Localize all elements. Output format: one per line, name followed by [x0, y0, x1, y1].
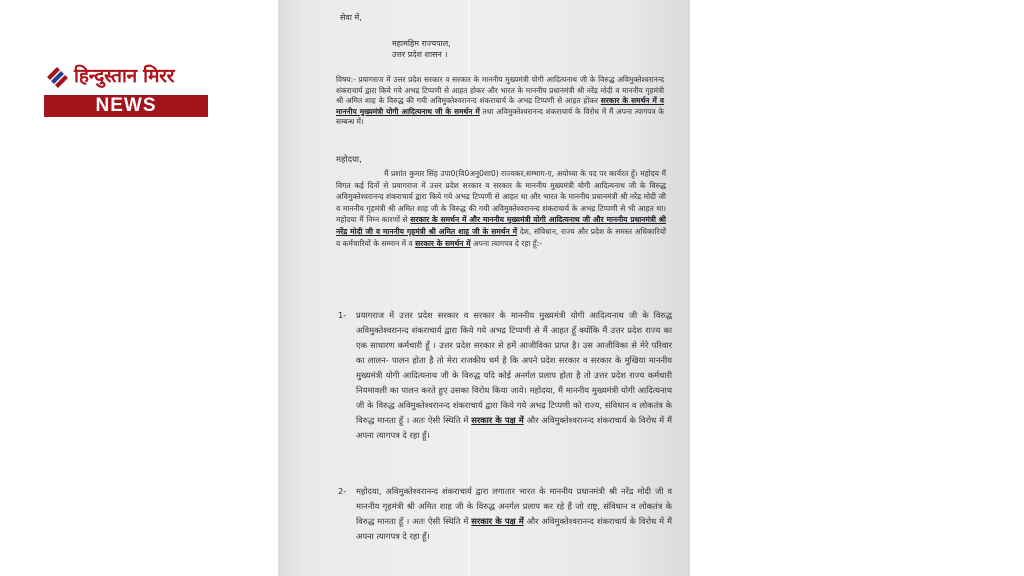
intro-text: देश, संविधान, राज्य और प्रदेश के समस्त अधिकारियों व कर्मचारियों के सम्मान में व: [336, 226, 666, 248]
addressee-line: उत्तर प्रदेश शासन ।: [392, 50, 448, 59]
addressee-block: [392, 38, 451, 60]
logo-top-row: [44, 62, 210, 90]
salutation: सेवा में,: [340, 13, 362, 22]
subject-text: विषय:- प्रयागराज में उत्तर प्रदेश सरकार व सरकार के माननीय मुख्यमंत्री योगी आदित्यनाथ जी के विरुद्ध अविमुक्तेश्वरानन्द शंकराचार्य द्वारा किये गये अभद्र टिप्पणी से आहत होकर और भारत के माननीय प्रधानमंत्री श्री नरेंद्र मोदी व माननीय गृहमंत्री श्री अमित शाह के विरुद्ध की गयी अविमुक्तेश्वरानन्द शंकराचार्य के अभद्र टिप्पणी से आहत होकर: [336, 75, 664, 106]
news-tag: NEWS: [44, 95, 208, 117]
point-body: [356, 484, 672, 544]
greeting: महोदया,: [336, 154, 362, 164]
point-text: और अविमुक्तेश्वरानन्द शंकराचार्य के विरोध में मैं अपना त्यागपत्र दे रहा हूँ।: [356, 415, 672, 440]
addressee-line: महामहिम राज्यपाल,: [392, 39, 451, 48]
subject-text: तथा अविमुक्तेश्वरानन्द शंकराचार्य के विरोध में मैं अपना त्यागपत्र के सम्बन्ध में।: [336, 106, 664, 127]
logo-stripes-icon: [44, 63, 70, 89]
intro-paragraph: [336, 168, 666, 249]
point-underlined: सरकार के पक्ष में: [471, 516, 524, 526]
intro-text: अपना त्यागपत्र दे रहा हूँ:-: [472, 238, 542, 248]
letter-document: [278, 0, 690, 576]
intro-text: मैं प्रशांत कुमार सिंह उपा0(वि0अनु0शा0) राज्यकर,सम्भाग-ए, अयोध्या के पद पर कार्यरत हूँ। महोदय मैं विगत कई दिनों से प्रयागराज में उत्तर प्रदेश सरकार व सरकार के माननीय मुख्यमंत्री योगी आदित्यनाथ जी के विरुद्ध अविमुक्तेश्वरानन्द शंकराचार्य द्वारा किये गये अभद्र टिप्पणी से आहत था और भारत के माननीय प्रधानमंत्री श्री नरेंद्र मोदी जी व माननीय गृहमंत्री श्री अमित शाह जी के विरुद्ध की गयी अविमुक्तेश्वरानन्द शंकराचार्य के अभद्र टिप्पणी से भी आहत था। महोदया मैं निम्न कारणों से: [336, 169, 666, 225]
point-text: और अविमुक्तेश्वरानन्द शंकराचार्य के विरोध में मैं अपना त्यागपत्र दे रहा हूँ।: [356, 516, 672, 541]
point-number: 2-: [338, 486, 347, 496]
point-body: [356, 308, 672, 443]
point-text: प्रयागराज में उत्तर प्रदेश सरकार व सरकार के माननीय मुख्यमंत्री योगी आदित्यनाथ जी के विरुद्ध अविमुक्तेश्वरानन्द शंकराचार्य द्वारा किये गये अभद्र टिप्पणी से मैं आहत हूँ क्योंकि मैं उत्तर प्रदेश राज्य का एक साधारण कर्मचारी हूँ । उत्तर प्रदेश सरकार से हमें आजीविका प्राप्त है। उस आजीविका से मेरे परिवार का लालन- पालन होता है तो मेरा राजकीय धर्म है कि अपने प्रदेश सरकार व सरकार के मुखिया माननीय मुख्यमंत्री योगी आदित्यनाथ जी के विरुद्ध यदि कोई अनर्गल प्रलाप होता है तो उत्तर प्रदेश राज्य कर्मचारी नियमावली का पालन करते हुए उसका विरोध किया जाये। महोदया, मैं माननीय मुख्यमंत्री योगी आदित्यनाथ जी के विरुद्ध अविमुक्तेश्वरानन्द शंकराचार्य द्वारा किये गये अभद्र टिप्पणी को राज्य, संविधान व लोकतंत्र के विरुद्ध मानता हूँ । अतः ऐसी स्थिति में: [356, 310, 672, 425]
intro-underlined: सरकार के समर्थन में: [415, 238, 471, 248]
point-underlined: सरकार के पक्ष में: [471, 415, 524, 425]
brand-name: हिन्दुस्तान मिरर: [74, 65, 175, 87]
point-text: महोदया, अविमुक्तेश्वरानन्द शंकराचार्य द्वारा लगातार भारत के माननीय प्रधानमंत्री श्री नरेंद्र मोदी जी व माननीय गृहमंत्री श्री अमित शाह जी के विरुद्ध अनर्गल प्रलाप कर रहे हैं जो राष्ट्र, संविधान व लोकतंत्र के विरुद्ध मानता हूँ । अतः ऐसी स्थिति में: [356, 486, 672, 526]
brand-logo: [44, 62, 210, 117]
subject-underlined: सरकार के समर्थन में व माननीय मुख्यमंत्री योगी आदित्यनाथ जी के समर्थन में: [336, 96, 665, 116]
point-number: 1-: [338, 310, 347, 320]
intro-underlined: सरकार के समर्थन में और माननीय मुख्यमंत्री योगी आदित्यनाथ जी और माननीय प्रधानमंत्री श्री नरेंद्र मोदी जी व माननीय गृहमंत्री श्री अमित शाह जी के समर्थन में: [336, 215, 667, 236]
subject-paragraph: [336, 75, 664, 128]
